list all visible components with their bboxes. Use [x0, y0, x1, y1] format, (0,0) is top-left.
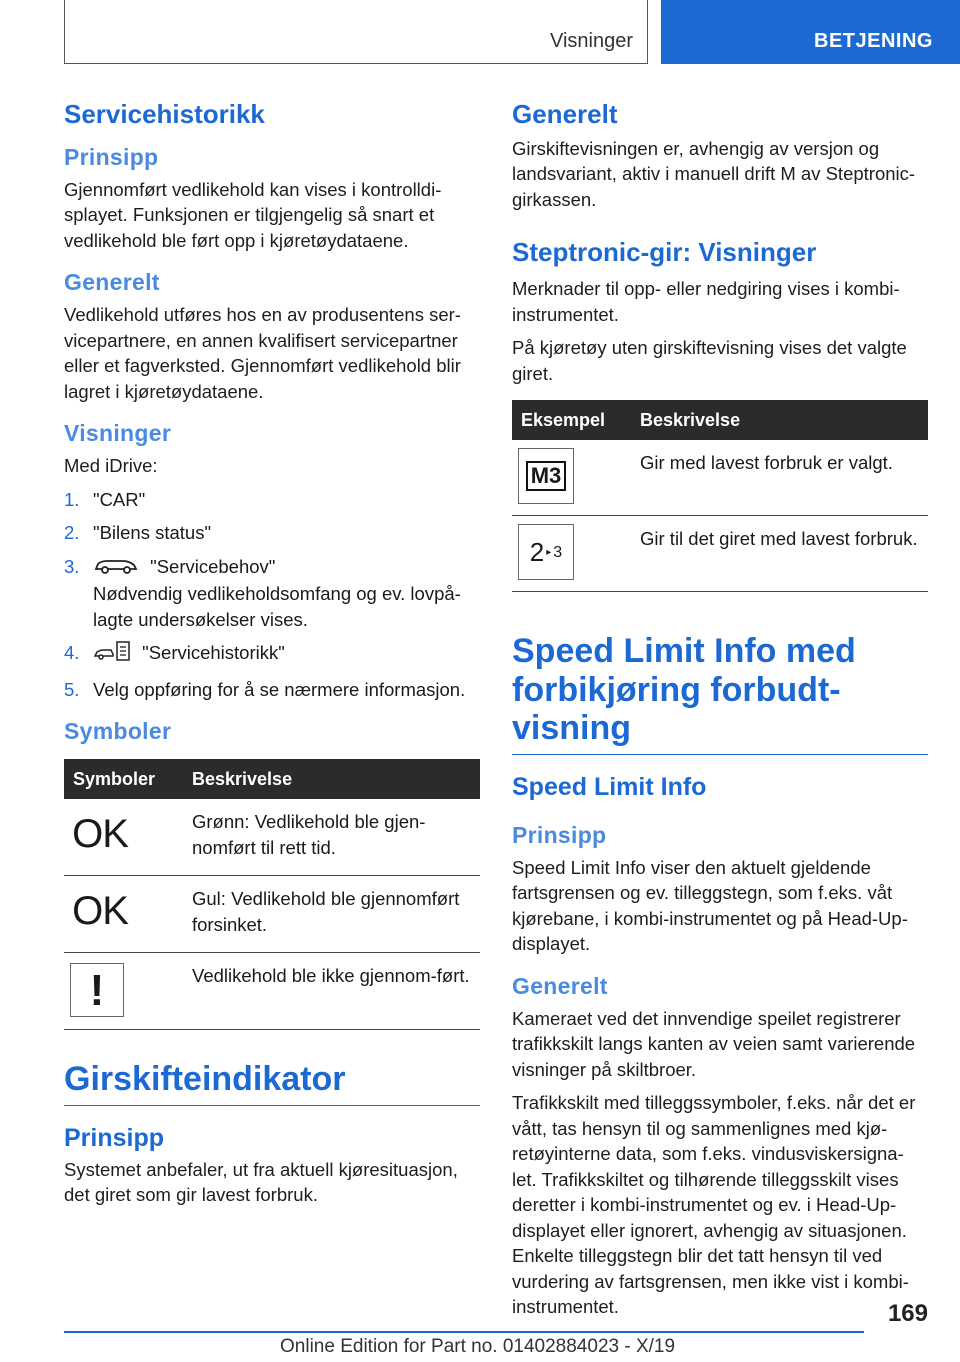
speed-limit-heading: Speed Limit Info med forbikjøring forbudt-visning — [512, 632, 928, 754]
page-number: 169 — [887, 1300, 928, 1327]
header-section-box — [64, 0, 648, 64]
displays-intro: Med iDrive: — [64, 455, 158, 477]
list-item — [64, 520, 480, 546]
list-item — [64, 640, 480, 669]
step-text: "CAR" — [93, 488, 146, 510]
step-number: 2. — [64, 522, 80, 544]
header-chapter-tab — [661, 0, 960, 64]
gear-general-heading: Generelt — [512, 99, 618, 129]
m3-gear-icon — [518, 448, 574, 504]
idrive-steps-list — [64, 487, 480, 702]
gear-indicator-heading: Girskifteindikator — [64, 1060, 480, 1105]
speed-general-heading: Generelt — [512, 972, 608, 999]
principle-heading: Prinsipp — [64, 143, 159, 170]
steptronic-text-2: På kjøretøy uten girskiftevisning vises det valgte giret. — [512, 337, 907, 384]
symbol-description: Grønn: Vedlikehold ble gjen-nomført til rett tid. — [183, 799, 480, 876]
shift-2-to-3-icon — [518, 524, 574, 580]
shift-to-gear: 3 — [553, 543, 563, 561]
speed-general-text-2: Trafikkskilt med tilleggssymboler, f.eks. når det er vått, tas hensyn til og sammenlignes med kjø-retøyinterne data, som f.eks. vindusviskersigna-let. Trafikkskiltet og tilhørende tilleggsskilt vises deretter i kombi-instrumentet og ev. i Head-Up-displayet eller ignorert, avhengig av situasjonen. Enkelte tilleggstegn blir det tatt hensyn til ved vurdering av fartsgrensen, men ikke vist i kombi-instrumentet. — [512, 1092, 916, 1317]
general-text: Vedlikehold utføres hos en av produsentens ser-vicepartnere, en annen kvalifisert servicepartner eller et fagverksted. Gjennomført vedlikehold blir lagret i kjøretøydataene. — [64, 304, 461, 402]
table-row — [64, 799, 480, 876]
symbols-heading: Symboler — [64, 718, 172, 745]
symbol-description: Gul: Vedlikehold ble gjennomført forsinket. — [183, 876, 480, 953]
speed-general-text-1: Kameraet ved det innvendige speilet registrerer trafikkskilt langs kanten av veien samt varierende visninger på skiltbroer. — [512, 1007, 916, 1080]
step-text: "Servicebehov" — [150, 555, 276, 577]
table-header-description: Beskrivelse — [631, 400, 928, 440]
list-item — [64, 677, 480, 703]
left-column — [64, 100, 480, 1216]
step-text: "Bilens status" — [93, 522, 212, 544]
gear-general-text: Girskiftevisningen er, avhengig av versjon og landsvariant, aktiv i manuell drift M av Steptronic-girkassen. — [512, 137, 916, 210]
table-header-example: Eksempel — [512, 400, 631, 440]
steptronic-text-1: Merknader til opp- eller nedgiring vises i kombi-instrumentet. — [512, 278, 900, 325]
step-number: 4. — [64, 642, 80, 664]
service-history-icon — [93, 640, 131, 669]
car-icon — [93, 555, 139, 582]
displays-heading: Visninger — [64, 420, 172, 447]
step-subtext: Nødvendig vedlikeholdsomfang og ev. lovpå-lagte undersøkelser vises. — [93, 583, 461, 630]
step-text: Velg oppføring for å se nærmere informasjon. — [93, 678, 466, 700]
step-number: 5. — [64, 678, 80, 700]
shift-from-gear: 2 — [529, 536, 545, 567]
table-row — [512, 516, 928, 592]
service-history-heading: Servicehistorikk — [64, 99, 265, 129]
m3-gear-label: M3 — [526, 461, 567, 491]
header-chapter-title: BETJENING — [814, 30, 933, 52]
general-heading: Generelt — [64, 269, 160, 296]
footer-divider — [64, 1331, 864, 1333]
step-number: 1. — [64, 488, 80, 510]
gear-principle-heading: Prinsipp — [64, 1123, 165, 1152]
step-text: "Servicehistorikk" — [142, 642, 285, 664]
header-section-title: Visninger — [549, 30, 633, 52]
right-column — [512, 100, 928, 1328]
ok-green-icon: OK — [70, 809, 130, 859]
steptronic-heading: Steptronic-gir: Visninger — [512, 237, 817, 268]
table-header-symbols: Symboler — [64, 759, 183, 799]
gear-example-table — [512, 400, 928, 592]
table-row — [512, 440, 928, 516]
table-row — [64, 876, 480, 953]
symbol-description: Vedlikehold ble ikke gjennom-ført. — [183, 953, 480, 1030]
example-description: Gir til det giret med lavest forbruk. — [631, 516, 928, 592]
symbols-table — [64, 759, 480, 1030]
gear-principle-text: Systemet anbefaler, ut fra aktuell kjøresituasjon, det giret som gir lavest forbruk. — [64, 1158, 458, 1206]
exclamation-icon: ! — [70, 963, 124, 1017]
footer-edition: Online Edition for Part no. 01402884023 - X/19 — [280, 1336, 676, 1357]
ok-yellow-icon: OK — [70, 886, 130, 936]
speed-limit-info-heading: Speed Limit Info — [512, 772, 707, 801]
table-row — [64, 953, 480, 1030]
list-item — [64, 487, 480, 513]
principle-text: Gjennomført vedlikehold kan vises i kontrolldi-splayet. Funksjonen er tilgjengelig så snart et vedlikehold ble ført opp i kjøretøydataene. — [64, 178, 442, 251]
speed-principle-heading: Prinsipp — [512, 821, 607, 848]
example-description: Gir med lavest forbruk er valgt. — [631, 440, 928, 516]
table-header-description: Beskrivelse — [183, 759, 480, 799]
shift-arrow-icon: ▸ — [546, 546, 552, 558]
list-item — [64, 554, 480, 632]
speed-principle-text: Speed Limit Info viser den aktuelt gjeldende fartsgrensen og ev. tilleggstegn, som f.eks. våt kjørebane, i kombi-instrumentet og på Head-Up-displayet. — [512, 856, 908, 954]
step-number: 3. — [64, 555, 80, 577]
